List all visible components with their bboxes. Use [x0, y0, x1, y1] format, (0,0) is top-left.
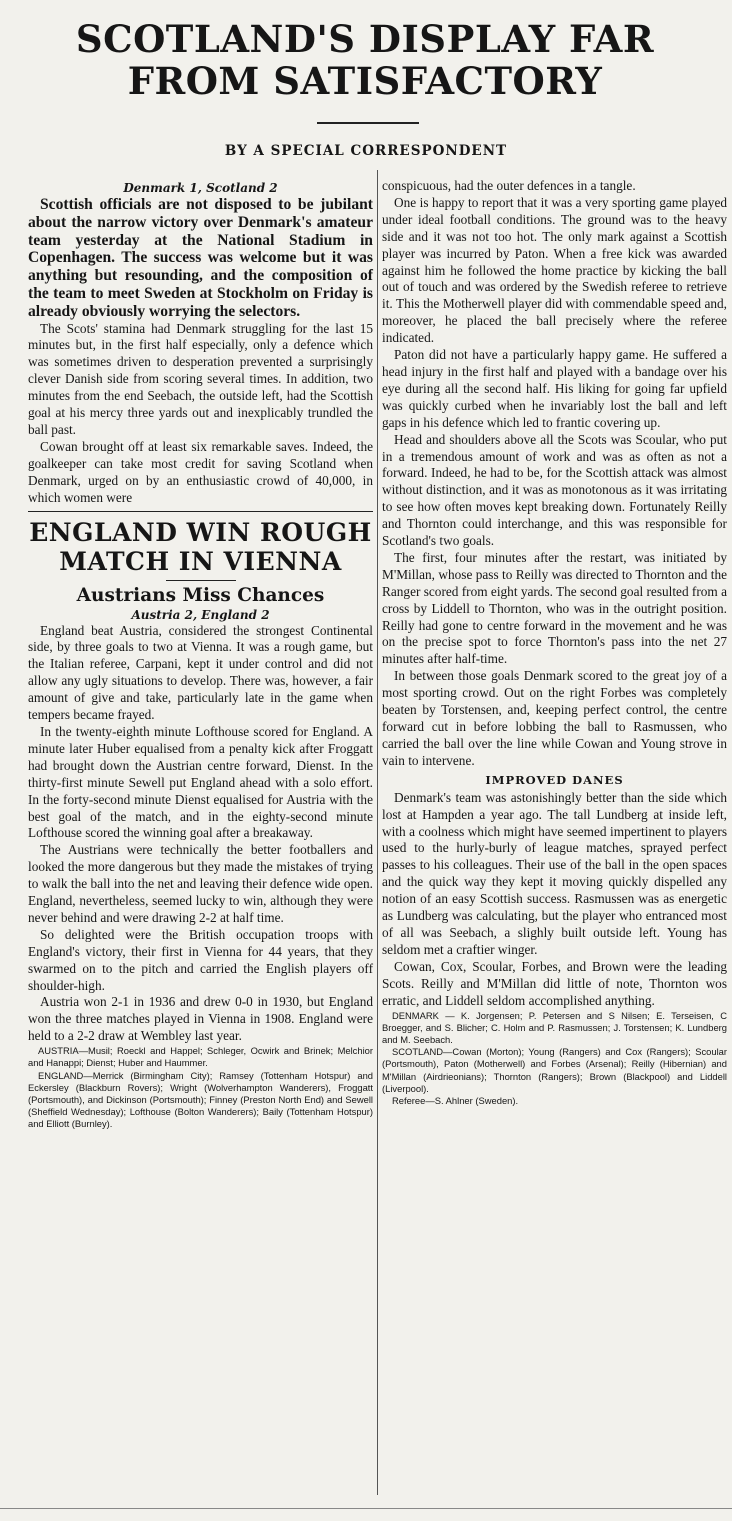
scotland-paragraph: The first, four minutes after the restart, was initiated by M'Millan, whose pass to Reilly was directed to Thornton and the Ranger scored from eight yards. The second goal resulted from a cross by Liddell to Thornton, who was in the outright position. Reilly had gone to centre forward in the movement and he was on the precise spot to force Thornton's pass into the net 27 minutes after half-time.	[382, 549, 727, 667]
scotland-paragraph: In between those goals Denmark scored to the great joy of a most sporting crowd. Out on the right Forbes was completely beaten by Torstensen, and, keeping perfect control, the centre forward cut in before lobbing the ball to Rasmussen, who carried the ball over the line while Cowan and Young strove in vain to intervene.	[382, 668, 727, 768]
england-headline-rule	[166, 580, 236, 581]
denmark-team-list: DENMARK — K. Jorgensen; P. Petersen and S Nilsen; E. Terseisen, C Broegger, and S. Blicher; C. Holm and P. Rasmussen; J. Torstensen; K. Lundberg and M. Seebach.	[382, 1009, 727, 1045]
section-rule	[28, 511, 373, 512]
scotland-paragraph: The Scots' stamina had Denmark struggling for the last 15 minutes but, in the first half especially, only a defence which was sometimes driven to desperation prevented a surprisingly clever Danish side from scoring several times. In addition, two minutes from the end Seebach, the outside left, had the Scottish goal at his mercy three yards out and inexplicably trundled the ball past.	[28, 320, 373, 438]
england-paragraph: So delighted were the British occupation troops with England's victory, their first in Vienna for 44 years, that they swarmed on to the pitch and carried the English players off shoulder-high.	[28, 926, 373, 993]
scotland-paragraph: Denmark's team was astonishingly better than the side which lost at Hampden a year ago. The tall Lundberg at inside left, with a coolness which might have seemed impertinent to players used to the hurly-burly of league matches, sprayed perfect passes to his colleagues. Their use of the ball in the open spaces and the quick way they kept it moving quickly dispelled any notion of an easy Scottish success. Rasmussen was as energetic as Lundberg was calculating, but the player who entranced most of all was Seebach, a slighly built outside left. Young has seldom met a craftier winger.	[382, 789, 727, 957]
england-paragraph: In the twenty-eighth minute Lofthouse scored for England. A minute later Huber equalised from a penalty kick after Froggatt had brought down the Austrian centre forward, Dienst. In the thirty-first minute Sewell put England ahead with a solo effort. In the forty-second minute Dienst equalised for Austria with the best goal of the match, and in the eighty-second minute Lofthouse scored the winning goal after a breakaway.	[28, 723, 373, 841]
scotland-paragraph: Cowan brought off at least six remarkable saves. Indeed, the goalkeeper can take most credit for saving Scotland when Denmark, urged on by an enthusiastic crowd of 40,000, in which women were	[28, 438, 373, 505]
column-divider	[377, 170, 378, 1495]
england-paragraph: England beat Austria, considered the strongest Continental side, by three goals to two at Vienna. It was a rough game, but the Italian referee, Carpani, kept it under control and did not allow any ugly situations to develop. There was, however, a fair amount of give and take, particularly late in the game when tempers became frayed.	[28, 622, 373, 723]
scotland-paragraph: One is happy to report that it was a very sporting game played under ideal football conditions. The ground was to the heavy side and it was not too hot. The only mark against a Scottish player was incurred by Paton. When a free kick was awarded against him he followed the home practice by kicking the ball out of touch and was ordered by the Swedish referee to retrieve it. This the Motherwell player did with commendable speed and, moreover, he placed the ball precisely where the referee indicated.	[382, 194, 727, 346]
england-team-list: ENGLAND—Merrick (Birmingham City); Ramsey (Tottenham Hotspur) and Eckersley (Blackburn Rovers); Wright (Wolverhampton Wanderers), Froggatt (Portsmouth), and Dickinson (Portsmouth); Finney (Preston North End) and Sewell (Sheffield Wednesday); Lofthouse (Bolton Wanderers); Baily (Tottenham Hotspur) and Elliott (Burnley).	[28, 1069, 373, 1130]
england-headline: ENGLAND WIN ROUGH MATCH IN VIENNA	[29, 517, 372, 576]
scotland-paragraph: conspicuous, had the outer defences in a tangle.	[382, 178, 636, 193]
main-headline: SCOTLAND'S DISPLAY FAR FROM SATISFACTORY	[75, 17, 655, 103]
scotland-paragraph: Cowan, Cox, Scoular, Forbes, and Brown were the leading Scots. Reilly and M'Millan did little of note, Thornton wos erratic, and Liddell seldom accomplished anything.	[382, 958, 727, 1008]
page-bottom-rule	[0, 1508, 732, 1509]
headline-rule	[317, 122, 419, 124]
scotland-lead-paragraph: Scottish officials are not disposed to be jubilant about the narrow victory over Denmark's amateur team yesterday at the National Stadium in Copenhagen. The success was welcome but it was anything but resounding, and the composition of the team to meet Sweden at Stockholm on Friday is already obviously worrying the selectors.	[28, 196, 373, 320]
scotland-score-subtitle: Denmark 1, Scotland 2	[123, 181, 278, 195]
england-paragraph: The Austrians were technically the better footballers and looked the more dangerous but they made the mistakes of trying to walk the ball into the net and leaving their defence wide open. England, nevertheless, seemed lucky to win, although they were never behind and were drawing 2-2 at half time.	[28, 842, 373, 925]
right-column	[382, 178, 727, 1107]
scotland-team-list: SCOTLAND—Cowan (Morton); Young (Rangers) and Cox (Rangers); Scoular (Portsmouth), Paton (Motherwell) and Forbes (Arsenal); Reilly (Hibernian) and M'Millan (Airdrieonians); Thornton (Rangers); Brown (Blackpool) and Liddell (Liverpool).	[382, 1046, 727, 1094]
left-column	[28, 180, 373, 1131]
england-score-subtitle: Austria 2, England 2	[131, 607, 270, 622]
byline: BY A SPECIAL CORRESPONDENT	[224, 143, 508, 159]
england-paragraph: Austria won 2-1 in 1936 and drew 0-0 in 1930, but England won the three matches played in Vienna in 1908. England were held to a 2-2 draw at Wembley last year.	[28, 994, 373, 1044]
austria-team-list: AUSTRIA—Musil; Roeckl and Happel; Schleger, Ocwirk and Brinek; Melchior and Hanappi; Dienst; Huber and Haummer.	[28, 1045, 373, 1069]
england-subhead: Austrians Miss Chances	[76, 584, 325, 606]
scotland-paragraph: Head and shoulders above all the Scots was Scoular, who put in a tremendous amount of work and was as often as not a forward. Indeed, he had to be, for the Scottish attack was almost without distinction, and it was as monotonous as it was irritating to see how often moves kept breaking down. Fortunately Reilly and Thornton could interchange, and this was responsible for Scotland's two goals.	[382, 431, 727, 549]
referee-line: Referee—S. Ahlner (Sweden).	[392, 1094, 519, 1106]
improved-danes-sidehead: IMPROVED DANES	[485, 772, 624, 787]
scotland-paragraph: Paton did not have a particularly happy game. He suffered a head injury in the first half and played with a bandage over his eye during all the second half. His liking for going far upfield was quickly curbed when he invariably lost the ball and left gaps in his defence which led to frantic covering up.	[382, 347, 727, 430]
